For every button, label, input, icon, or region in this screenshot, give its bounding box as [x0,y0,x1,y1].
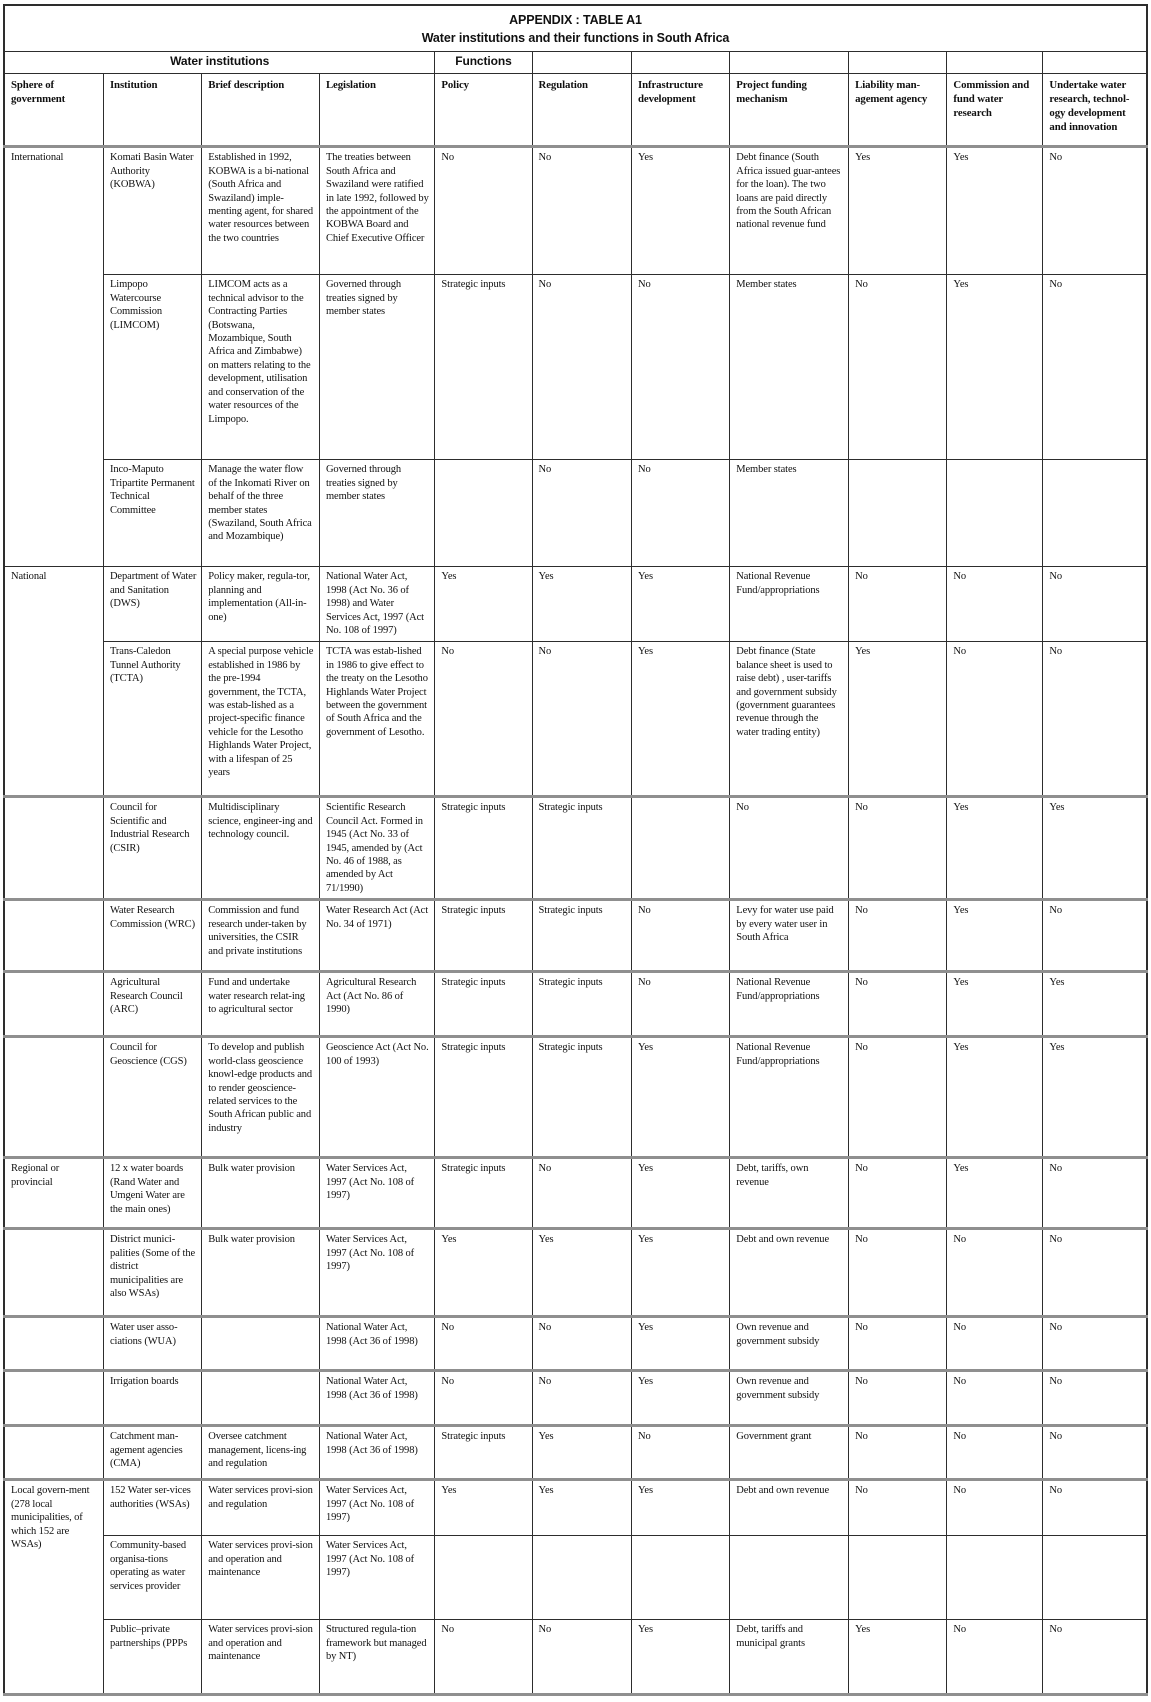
cell-undertake: No [1043,1426,1147,1480]
cell-legislation: Water Services Act, 1997 (Act No. 108 of 1997) [319,1480,434,1536]
cell-policy: Strategic inputs [435,275,532,460]
column-header-undertake: Undertake water research, technol-ogy development and innovation [1043,74,1147,147]
table-row [4,797,1147,900]
cell-undertake: No [1043,1620,1147,1695]
cell-legislation: TCTA was estab-lished in 1986 to give effect to the treaty on the Lesotho Highlands Water Project between the government of South Africa and the government of Lesotho. [319,642,434,797]
cell-legislation: The treaties between South Africa and Swaziland were ratified in late 1992, followed by the appointment of the KOBWA Board and Chief Executive Officer [319,147,434,275]
cell-institution: Community-based organisa-tions operating as water services provider [103,1536,201,1620]
cell-funding: Debt and own revenue [730,1480,849,1536]
cell-infrastructure: Yes [631,147,729,275]
cell-brief: Commission and fund research under-taken by universities, the CSIR and private institutions [202,900,320,972]
cell-undertake: No [1043,1371,1147,1426]
cell-infrastructure: No [631,900,729,972]
cell-brief: LIMCOM acts as a technical advisor to the Contracting Parties (Botswana, Mozambique, South Africa and Zimbabwe) on matters relating to the development, utilisation and conservation of the water resources of the Limpopo. [202,275,320,460]
cell-legislation: Water Services Act, 1997 (Act No. 108 of 1997) [319,1229,434,1317]
cell-legislation: Water Services Act, 1997 (Act No. 108 of 1997) [319,1536,434,1620]
table-row [4,275,1147,460]
column-header-institution: Institution [103,74,201,147]
cell-undertake: No [1043,1317,1147,1371]
cell-institution: Council for Scientific and Industrial Research (CSIR) [103,797,201,900]
table-title-cell [4,5,1147,52]
group-header-empty [1043,52,1147,74]
table-row [4,460,1147,567]
column-header-liability: Liability man-agement agency [849,74,947,147]
cell-legislation: National Water Act, 1998 (Act 36 of 1998) [319,1426,434,1480]
cell-undertake [1043,460,1147,567]
cell-brief: Policy maker, regula-tor, planning and implementation (All-in-one) [202,567,320,642]
cell-brief: Multidisciplinary science, engineer-ing and technology council. [202,797,320,900]
cell-funding: No [730,797,849,900]
cell-legislation: Governed through treaties signed by member states [319,275,434,460]
cell-legislation: Water Services Act, 1997 (Act No. 108 of 1997) [319,1158,434,1229]
cell-regulation: No [532,275,631,460]
cell-regulation: Strategic inputs [532,900,631,972]
column-header-funding: Project funding mechanism [730,74,849,147]
cell-liability: No [849,1480,947,1536]
cell-funding: National Revenue Fund/appropriations [730,972,849,1037]
cell-liability: Yes [849,147,947,275]
cell-infrastructure: Yes [631,567,729,642]
cell-policy: Strategic inputs [435,900,532,972]
table-row [4,1426,1147,1480]
cell-liability: No [849,1426,947,1480]
cell-legislation: Agricultural Research Act (Act No. 86 of 1990) [319,972,434,1037]
cell-institution: Water user asso-ciations (WUA) [103,1317,201,1371]
cell-liability [849,1536,947,1620]
cell-liability: Yes [849,1620,947,1695]
table-row [4,642,1147,797]
cell-institution: Department of Water and Sanitation (DWS) [103,567,201,642]
cell-commission: No [947,1229,1043,1317]
table-row [4,1620,1147,1695]
group-header-water-institutions: Water institutions [4,52,435,74]
cell-legislation: National Water Act, 1998 (Act No. 36 of 1998) and Water Services Act, 1997 (Act No. 108 of 1997) [319,567,434,642]
cell-legislation: National Water Act, 1998 (Act 36 of 1998) [319,1371,434,1426]
group-header-functions: Functions [435,52,532,74]
cell-infrastructure: Yes [631,1229,729,1317]
cell-policy: Yes [435,567,532,642]
cell-funding: Own revenue and government subsidy [730,1317,849,1371]
cell-infrastructure: Yes [631,1480,729,1536]
cell-commission: No [947,642,1043,797]
cell-institution: Irrigation boards [103,1371,201,1426]
cell-commission: Yes [947,900,1043,972]
cell-institution: Komati Basin Water Authority (KOBWA) [103,147,201,275]
cell-infrastructure: No [631,275,729,460]
cell-liability: No [849,1371,947,1426]
cell-sphere: Local govern-ment (278 local municipalities, of which 152 are WSAs) [4,1480,103,1695]
cell-regulation: No [532,1317,631,1371]
cell-liability: No [849,972,947,1037]
cell-sphere [4,1317,103,1371]
cell-institution: Limpopo Watercourse Commission (LIMCOM) [103,275,201,460]
cell-sphere [4,797,103,900]
cell-funding [730,1536,849,1620]
cell-commission: No [947,1426,1043,1480]
column-header-legislation: Legislation [319,74,434,147]
table-row [4,972,1147,1037]
cell-policy: Yes [435,1229,532,1317]
cell-undertake: No [1043,275,1147,460]
cell-liability: No [849,1229,947,1317]
cell-policy: Strategic inputs [435,1158,532,1229]
cell-institution: Catchment man-agement agencies (CMA) [103,1426,201,1480]
cell-infrastructure: Yes [631,642,729,797]
cell-policy: Strategic inputs [435,1426,532,1480]
cell-undertake: No [1043,567,1147,642]
cell-legislation: Geoscience Act (Act No. 100 of 1993) [319,1037,434,1158]
cell-policy: Strategic inputs [435,1037,532,1158]
cell-regulation: Yes [532,1480,631,1536]
table-row [4,900,1147,972]
cell-funding: Debt finance (South Africa issued guar-antees for the loan). The two loans are paid directly from the South African national revenue fund [730,147,849,275]
cell-infrastructure: Yes [631,1620,729,1695]
group-header-row [4,52,1147,74]
appendix-title: APPENDIX : TABLE A1 [509,13,642,27]
cell-commission: Yes [947,1158,1043,1229]
cell-infrastructure [631,797,729,900]
cell-infrastructure: Yes [631,1158,729,1229]
cell-funding: Debt finance (State balance sheet is used to raise debt) , user-tariffs and government subsidy (government guarantees revenue through the water trading entity) [730,642,849,797]
cell-regulation: Yes [532,567,631,642]
table-row [4,1037,1147,1158]
cell-sphere [4,1371,103,1426]
cell-funding: Debt, tariffs, own revenue [730,1158,849,1229]
cell-legislation: Water Research Act (Act No. 34 of 1971) [319,900,434,972]
cell-undertake: Yes [1043,1037,1147,1158]
cell-liability: No [849,900,947,972]
group-header-empty [849,52,947,74]
cell-infrastructure: No [631,972,729,1037]
cell-regulation: Strategic inputs [532,1037,631,1158]
table-body [4,147,1147,1695]
cell-legislation: National Water Act, 1998 (Act 36 of 1998) [319,1317,434,1371]
cell-institution: Water Research Commission (WRC) [103,900,201,972]
group-header-empty [631,52,729,74]
cell-commission: No [947,1371,1043,1426]
table-row [4,1158,1147,1229]
cell-infrastructure: No [631,1426,729,1480]
table-row [4,1480,1147,1536]
table-row [4,1317,1147,1371]
column-header-infrastructure: Infrastructure development [631,74,729,147]
cell-regulation: No [532,1158,631,1229]
group-header-empty [947,52,1043,74]
cell-policy: Strategic inputs [435,972,532,1037]
cell-regulation [532,1536,631,1620]
cell-institution: Council for Geoscience (CGS) [103,1037,201,1158]
cell-policy [435,460,532,567]
cell-undertake: No [1043,1158,1147,1229]
cell-funding: Member states [730,460,849,567]
cell-undertake: No [1043,642,1147,797]
cell-sphere [4,1037,103,1158]
cell-regulation: Yes [532,1426,631,1480]
cell-liability: No [849,567,947,642]
cell-funding: Own revenue and government subsidy [730,1371,849,1426]
cell-brief: Water services provi-sion and operation and maintenance [202,1620,320,1695]
cell-sphere [4,900,103,972]
cell-policy [435,1536,532,1620]
cell-undertake: No [1043,147,1147,275]
cell-infrastructure: Yes [631,1371,729,1426]
cell-regulation: No [532,642,631,797]
cell-sphere: International [4,147,103,567]
group-header-empty [532,52,631,74]
appendix-table-a1 [3,4,1148,1696]
cell-infrastructure: Yes [631,1317,729,1371]
cell-brief: To develop and publish world-class geoscience knowl-edge products and to render geoscience-related services to the South African public and industry [202,1037,320,1158]
cell-policy: Strategic inputs [435,797,532,900]
cell-brief [202,1317,320,1371]
cell-liability: Yes [849,642,947,797]
cell-legislation: Structured regula-tion framework but managed by NT) [319,1620,434,1695]
cell-regulation: Strategic inputs [532,972,631,1037]
cell-brief: Bulk water provision [202,1158,320,1229]
column-header-sphere: Sphere of government [4,74,103,147]
cell-undertake: No [1043,900,1147,972]
cell-funding: Government grant [730,1426,849,1480]
cell-commission: Yes [947,797,1043,900]
cell-sphere [4,1229,103,1317]
cell-infrastructure: Yes [631,1037,729,1158]
column-header-commission: Commission and fund water research [947,74,1043,147]
cell-sphere [4,972,103,1037]
cell-commission: Yes [947,275,1043,460]
cell-regulation: No [532,1620,631,1695]
cell-infrastructure: No [631,460,729,567]
cell-brief: A special purpose vehicle established in 1986 by the pre-1994 government, the TCTA, was estab-lished as a project-specific finance vehicle for the Lesotho Highlands Water Project, with a lifespan of 25 years [202,642,320,797]
cell-undertake [1043,1536,1147,1620]
cell-undertake: No [1043,1480,1147,1536]
cell-brief [202,1371,320,1426]
cell-brief: Bulk water provision [202,1229,320,1317]
cell-brief: Water services provi-sion and regulation [202,1480,320,1536]
cell-liability: No [849,1037,947,1158]
cell-brief: Manage the water flow of the Inkomati River on behalf of the three member states (Swaziland, South Africa and Mozambique) [202,460,320,567]
cell-policy: No [435,1317,532,1371]
cell-liability: No [849,1158,947,1229]
cell-institution: District munici-palities (Some of the district municipalities are also WSAs) [103,1229,201,1317]
cell-policy: No [435,1371,532,1426]
cell-commission: Yes [947,147,1043,275]
column-header-regulation: Regulation [532,74,631,147]
cell-commission: No [947,1317,1043,1371]
cell-regulation: Strategic inputs [532,797,631,900]
cell-policy: No [435,1620,532,1695]
cell-funding: National Revenue Fund/appropriations [730,567,849,642]
cell-funding: Debt, tariffs and municipal grants [730,1620,849,1695]
cell-commission: No [947,567,1043,642]
cell-regulation: Yes [532,1229,631,1317]
cell-funding: Levy for water use paid by every water user in South Africa [730,900,849,972]
column-header-brief-description: Brief description [202,74,320,147]
table-row [4,567,1147,642]
cell-sphere: National [4,567,103,797]
cell-funding: Debt and own revenue [730,1229,849,1317]
cell-institution: 12 x water boards (Rand Water and Umgeni Water are the main ones) [103,1158,201,1229]
cell-policy: No [435,147,532,275]
cell-institution: 152 Water ser-vices authorities (WSAs) [103,1480,201,1536]
cell-undertake: Yes [1043,797,1147,900]
cell-funding: Member states [730,275,849,460]
cell-undertake: No [1043,1229,1147,1317]
cell-brief: Fund and undertake water research relat-ing to agricultural sector [202,972,320,1037]
cell-infrastructure [631,1536,729,1620]
cell-commission [947,1536,1043,1620]
group-header-empty [730,52,849,74]
cell-commission: No [947,1480,1043,1536]
cell-institution: Trans-Caledon Tunnel Authority (TCTA) [103,642,201,797]
table-row [4,1229,1147,1317]
table-row [4,1536,1147,1620]
table-subtitle: Water institutions and their functions in South Africa [421,31,730,46]
cell-brief: Oversee catchment management, licens-ing and regulation [202,1426,320,1480]
table-row [4,147,1147,275]
column-header-policy: Policy [435,74,532,147]
cell-regulation: No [532,1371,631,1426]
cell-commission: Yes [947,1037,1043,1158]
cell-legislation: Governed through treaties signed by member states [319,460,434,567]
cell-commission [947,460,1043,567]
table-title-row [4,5,1147,52]
cell-policy: Yes [435,1480,532,1536]
cell-institution: Agricultural Research Council (ARC) [103,972,201,1037]
cell-funding: National Revenue Fund/appropriations [730,1037,849,1158]
cell-regulation: No [532,460,631,567]
table-row [4,1371,1147,1426]
cell-undertake: Yes [1043,972,1147,1037]
cell-sphere: Regional or provincial [4,1158,103,1229]
cell-liability: No [849,275,947,460]
cell-legislation: Scientific Research Council Act. Formed in 1945 (Act No. 33 of 1945, amended by (Act No. 46 of 1988, as amended by Act 71/1990) [319,797,434,900]
cell-institution: Public–private partnerships (PPPs [103,1620,201,1695]
cell-liability: No [849,797,947,900]
cell-liability: No [849,1317,947,1371]
cell-commission: No [947,1620,1043,1695]
cell-brief: Established in 1992, KOBWA is a bi-national (South Africa and Swaziland) imple-menting agent, for shared water resources between the two countries [202,147,320,275]
cell-commission: Yes [947,972,1043,1037]
cell-liability [849,460,947,567]
cell-brief: Water services provi-sion and operation and maintenance [202,1536,320,1620]
cell-regulation: No [532,147,631,275]
cell-sphere [4,1426,103,1480]
column-header-row [4,74,1147,147]
cell-policy: No [435,642,532,797]
cell-institution: Inco-Maputo Tripartite Permanent Technical Committee [103,460,201,567]
